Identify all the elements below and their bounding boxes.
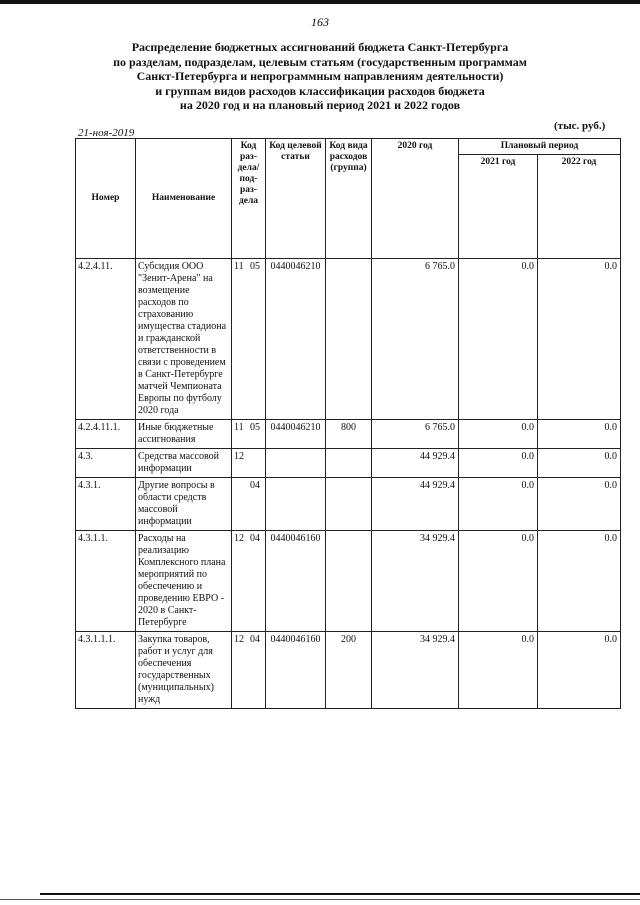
row-podrazdel: 04 [250,533,260,544]
table-header [76,139,621,259]
row-section-code [232,449,266,478]
title-line: на 2020 год и на плановый период 2021 и 2022 годов [179,98,461,112]
row-amount-2020: 6 765.0 [372,259,459,420]
table-row [76,632,621,709]
row-amount-2022: 0.0 [538,632,621,709]
row-expense-type: 800 [326,420,372,449]
row-article-code: 0440046160 [266,531,326,632]
row-name: Закупка товаров, работ и услуг для обеспечения государственных (муниципальных) нужд [136,632,232,709]
row-article-code [266,478,326,531]
header-number: Номер [76,139,136,259]
row-expense-type [326,531,372,632]
bottom-border-line [40,893,640,895]
page-number: 163 [311,15,329,29]
units-label: (тыс. руб.) [554,120,606,132]
table-row [76,478,621,531]
bottom-border-line-thin [0,899,640,900]
row-section-code [232,531,266,632]
row-amount-2021: 0.0 [459,478,538,531]
row-razdel: 11 [234,261,244,272]
row-amount-2021: 0.0 [459,632,538,709]
row-amount-2021: 0.0 [459,259,538,420]
row-name: Субсидия ООО "Зенит-Арена" на возмещение расходов по страхованию имущества стадиона и гражданской ответственности в связи с проведением в Санкт-Петербурге матчей Чемпионата Европы по футболу 2020 года [136,259,232,420]
row-amount-2021: 0.0 [459,420,538,449]
document-title [70,40,570,113]
row-podrazdel: 05 [250,422,260,433]
document-date: 21-ноя-2019 [78,127,135,139]
row-number: 4.3.1.1.1. [76,632,136,709]
row-amount-2020: 34 929.4 [372,632,459,709]
table-row [76,449,621,478]
row-amount-2020: 44 929.4 [372,478,459,531]
table-body [76,259,621,709]
row-razdel: 12 [234,533,244,544]
row-amount-2021: 0.0 [459,531,538,632]
header-article-code: Код целевой статьи [266,139,326,259]
row-razdel: 12 [234,634,244,645]
row-section-code [232,478,266,531]
row-number: 4.3.1. [76,478,136,531]
row-article-code [266,449,326,478]
budget-table [75,138,621,709]
row-number: 4.2.4.11.1. [76,420,136,449]
row-expense-type [326,449,372,478]
row-amount-2021: 0.0 [459,449,538,478]
title-line: и группам видов расходов классификации расходов бюджета [155,83,485,98]
top-border-line [0,0,640,4]
row-podrazdel: 05 [250,261,260,272]
row-expense-type: 200 [326,632,372,709]
row-article-code: 0440046210 [266,420,326,449]
row-amount-2022: 0.0 [538,531,621,632]
row-name: Другие вопросы в области средств массовой информации [136,478,232,531]
row-podrazdel: 04 [250,480,260,491]
row-article-code: 0440046210 [266,259,326,420]
row-razdel: 11 [234,422,244,433]
row-name: Иные бюджетные ассигнования [136,420,232,449]
row-amount-2022: 0.0 [538,449,621,478]
row-article-code: 0440046160 [266,632,326,709]
table-row [76,420,621,449]
row-section-code [232,420,266,449]
row-number: 4.3.1.1. [76,531,136,632]
title-line: Санкт-Петербурга и непрограммным направлениям деятельности) [136,69,504,83]
header-2021: 2021 год [459,155,538,259]
row-amount-2022: 0.0 [538,478,621,531]
row-razdel: 12 [234,451,244,462]
header-name: Наименование [136,139,232,259]
row-amount-2020: 6 765.0 [372,420,459,449]
row-amount-2022: 0.0 [538,259,621,420]
row-section-code [232,259,266,420]
row-amount-2020: 44 929.4 [372,449,459,478]
header-section-code: Код раз-дела/ под-раз-дела [232,139,266,259]
header-2022: 2022 год [538,155,621,259]
title-line: по разделам, подразделам, целевым статьям (государственным программам [113,54,527,69]
title-line: Распределение бюджетных ассигнований бюджета Санкт-Петербурга [131,40,509,54]
header-expense-type-code: Код вида расходов (группа) [326,139,372,259]
row-number: 4.3. [76,449,136,478]
table-row [76,531,621,632]
row-section-code [232,632,266,709]
header-planned-period: Плановый период [459,139,621,155]
row-name: Средства массовой информации [136,449,232,478]
row-podrazdel: 04 [250,634,260,645]
row-amount-2022: 0.0 [538,420,621,449]
row-expense-type [326,478,372,531]
row-amount-2020: 34 929.4 [372,531,459,632]
table-row [76,259,621,420]
header-2020: 2020 год [372,139,459,259]
row-name: Расходы на реализацию Комплексного плана мероприятий по обеспечению и проведению ЕВРО - 2020 в Санкт-Петербурге [136,531,232,632]
row-expense-type [326,259,372,420]
row-number: 4.2.4.11. [76,259,136,420]
